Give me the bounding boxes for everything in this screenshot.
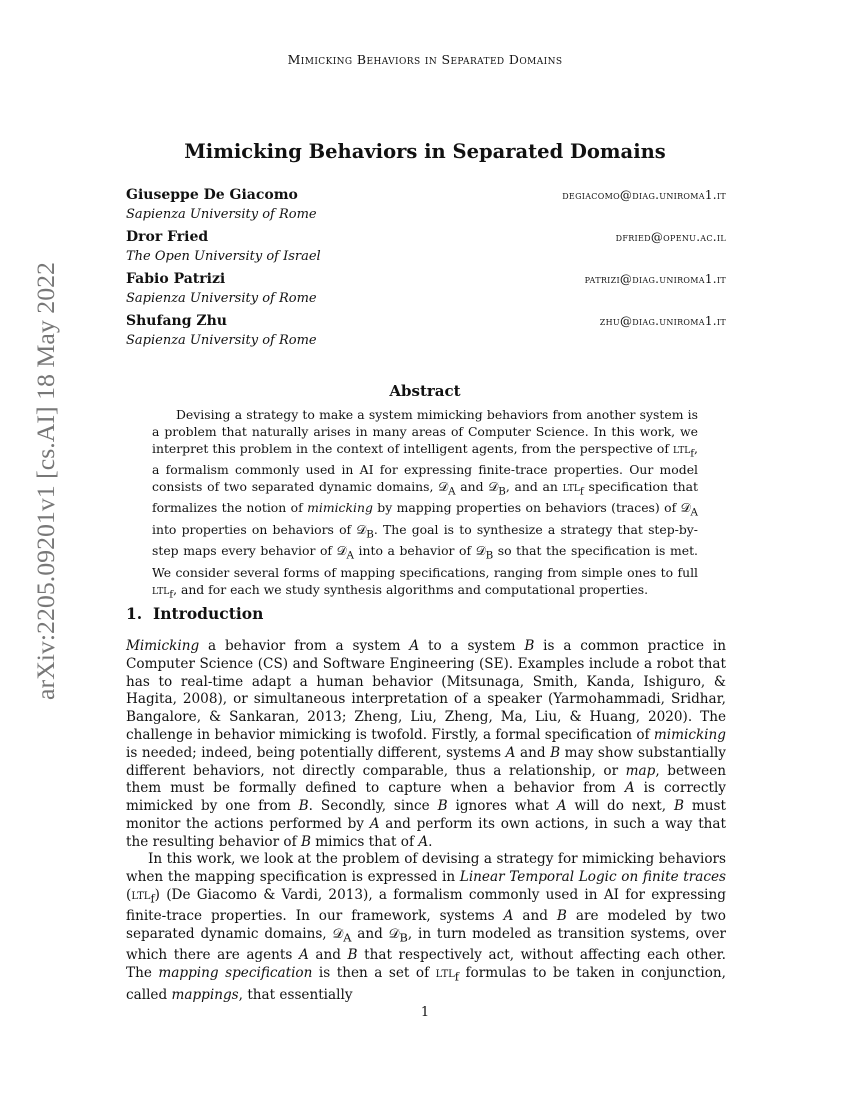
arxiv-stamp — [18, 260, 66, 700]
author-block — [126, 229, 726, 269]
author-block — [126, 187, 726, 227]
author-name: Shufang Zhu — [126, 313, 227, 329]
author-email: zhu@diag.uniroma1.it — [599, 314, 726, 328]
author-name: Giuseppe De Giacomo — [126, 187, 298, 203]
arxiv-stamp-text: arXiv:2205.09201v1 [cs.AI] 18 May 2022 — [31, 267, 60, 700]
running-head: Mimicking Behaviors in Separated Domains — [287, 52, 563, 67]
abstract-body: Devising a strategy to make a system mimicking behaviors from another system is a problem that naturally arises in many areas of Computer Science. In this work, we interpret this problem in the context of intelligent agents, from the perspective of ltl$_f$, a formalism commonly used in AI for expressing finite-trace properties. Our model consists of two separated dynamic domains, 𝒟$_A$ and 𝒟$_B$, and an ltl$_f$ specification that formalizes the notion of mimicking by mapping properties on behaviors (traces) of 𝒟$_A$ into properties on behaviors of 𝒟$_B$. The goal is to synthesize a strategy that step-by-step maps every behavior of 𝒟$_A$ into a behavior of 𝒟$_B$ so that the specification is met. We consider several forms of mapping specifications, ranging from simple ones to full ltl$_f$, and for each we study synthesis algorithms and computational properties. — [152, 407, 699, 600]
author-email: dfried@openu.ac.il — [615, 230, 726, 244]
author-name: Fabio Patrizi — [126, 271, 226, 287]
author-affiliation: The Open University of Israel — [126, 249, 321, 264]
author-email: degiacomo@diag.uniroma1.it — [562, 188, 726, 202]
author-affiliation: Sapienza University of Rome — [126, 207, 317, 222]
author-block — [126, 271, 726, 311]
author-affiliation: Sapienza University of Rome — [126, 291, 317, 306]
intro-paragraph-1: Mimicking a behavior from a system A to a system B is a common practice in Computer Science (CS) and Software Engineering (SE). Examples include a robot that has to real-time adapt a human behavior (Mitsunaga, Smith, Kanda, Ishiguro, & Hagita, 2008), or simultaneous interpretation of a speaker (Yarmohammadi, Sridhar, Bangalore, & Sankaran, 2013; Zheng, Liu, Zheng, Ma, Liu, & Huang, 2020). The challenge in behavior mimicking is twofold. Firstly, a formal specification of mimicking is needed; indeed, being potentially different, systems A and B may show substantially different behaviors, not directly comparable, thus a relationship, or map, between them must be formally defined to capture when a behavior from A is correctly mimicked by one from B. Secondly, since B ignores what A will do next, B must monitor the actions performed by A and perform its own actions, in such a way that the resulting behavior of B mimics that of A. — [126, 638, 726, 850]
page-number: 1 — [420, 1005, 430, 1020]
author-name: Dror Fried — [126, 229, 209, 245]
abstract-heading: Abstract — [389, 382, 461, 400]
author-email: patrizi@diag.uniroma1.it — [584, 272, 726, 286]
intro-paragraph-2: In this work, we look at the problem of devising a strategy for mimicking behaviors when the mapping specification is expressed in Linear Temporal Logic on finite traces (ltl$_f$) (De Giacomo & Vardi, 2013), a formalism commonly used in AI for expressing finite-trace properties. In our framework, systems A and B are modeled by two separated dynamic domains, 𝒟$_A$ and 𝒟$_B$, in turn modeled as transition systems, over which there are agents A and B that respectively act, without affecting each other. The mapping specification is then a set of ltl$_f$ formulas to be taken in conjunction, called mappings, that essentially — [126, 851, 727, 1003]
author-affiliation: Sapienza University of Rome — [126, 333, 317, 348]
paper-title: Mimicking Behaviors in Separated Domains — [184, 140, 666, 163]
author-block — [126, 313, 726, 353]
section-heading: 1. Introduction — [126, 604, 264, 623]
